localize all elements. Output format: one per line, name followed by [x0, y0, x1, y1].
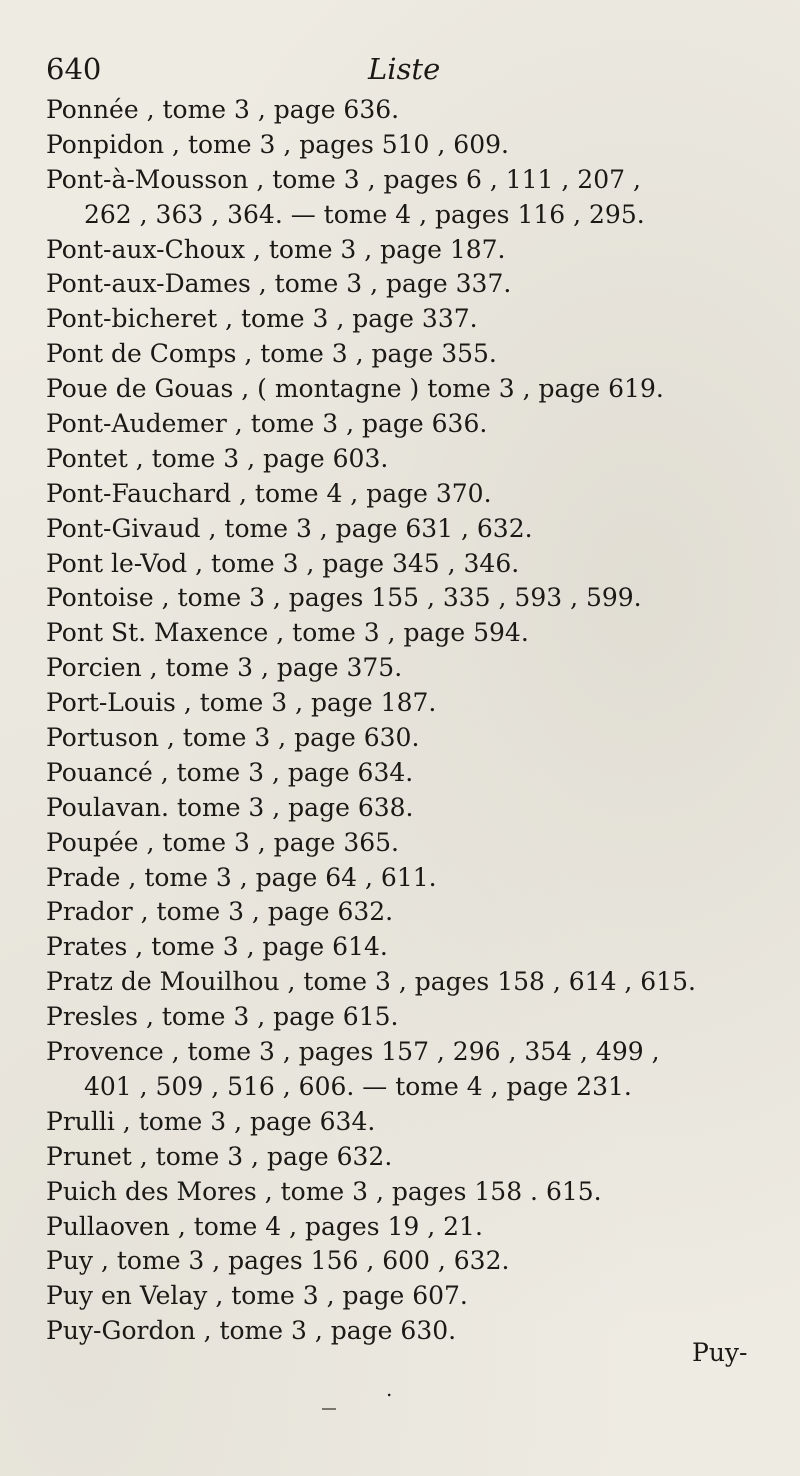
index-entry: Pont-bicheret , tome 3 , page 337. [46, 304, 478, 334]
index-entry: Ponpidon , tome 3 , pages 510 , 609. [46, 129, 509, 159]
index-entry: Presles , tome 3 , page 615. [46, 1002, 399, 1032]
index-entry: Prade , tome 3 , page 64 , 611. [46, 862, 437, 892]
index-entry: Pouancé , tome 3 , page 634. [46, 757, 414, 787]
index-entry: Pont-à-Mousson , tome 3 , pages 6 , 111 , 207 , [46, 164, 641, 194]
index-entry: Pont-Audemer , tome 3 , page 636. [46, 409, 488, 439]
page-number: 640 [46, 52, 102, 86]
index-entry: Prulli , tome 3 , page 634. [46, 1106, 376, 1136]
index-entries [46, 93, 766, 1349]
index-entry: Prates , tome 3 , page 614. [46, 932, 388, 962]
index-entry: Puich des Mores , tome 3 , pages 158 . 615. [46, 1176, 602, 1206]
index-entry: Pullaoven , tome 4 , pages 19 , 21. [46, 1211, 483, 1241]
index-entry: Puy , tome 3 , pages 156 , 600 , 632. [46, 1246, 510, 1276]
catchword: Puy- [692, 1338, 748, 1367]
index-entry: Pontoise , tome 3 , pages 155 , 335 , 593 , 599. [46, 583, 642, 613]
index-entry: 262 , 363 , 364. — tome 4 , pages 116 , 295. [84, 199, 645, 229]
index-entry: Poue de Gouas , ( montagne ) tome 3 , page 619. [46, 374, 664, 404]
index-entry: Pontet , tome 3 , page 603. [46, 443, 389, 473]
index-entry: Pratz de Mouilhou , tome 3 , pages 158 , 614 , 615. [46, 967, 696, 997]
index-entry: Pont de Comps , tome 3 , page 355. [46, 339, 497, 369]
index-entry: Pont St. Maxence , tome 3 , page 594. [46, 618, 529, 648]
signature-mark: . [386, 1377, 393, 1401]
index-entry: Puy en Velay , tome 3 , page 607. [46, 1281, 468, 1311]
index-entry: Port-Louis , tome 3 , page 187. [46, 688, 437, 718]
index-entry: Poupée , tome 3 , page 365. [46, 827, 400, 857]
running-title: Liste [368, 52, 441, 86]
printer-dash [322, 1408, 336, 1410]
index-entry: Prunet , tome 3 , page 632. [46, 1141, 393, 1171]
index-entry: Portuson , tome 3 , page 630. [46, 723, 420, 753]
index-entry: Poulavan. tome 3 , page 638. [46, 792, 414, 822]
index-entry: Pont-Fauchard , tome 4 , page 370. [46, 478, 492, 508]
index-entry: 401 , 509 , 516 , 606. — tome 4 , page 231. [84, 1071, 632, 1101]
index-entry: Porcien , tome 3 , page 375. [46, 653, 403, 683]
index-entry: Pont le-Vod , tome 3 , page 345 , 346. [46, 548, 520, 578]
index-entry: Pont-Givaud , tome 3 , page 631 , 632. [46, 513, 533, 543]
page-header [46, 52, 746, 92]
index-entry: Provence , tome 3 , pages 157 , 296 , 354 , 499 , [46, 1037, 660, 1067]
index-entry: Puy-Gordon , tome 3 , page 630. [46, 1316, 457, 1346]
index-entry: Prador , tome 3 , page 632. [46, 897, 394, 927]
index-entry: Ponnée , tome 3 , page 636. [46, 95, 400, 124]
index-entry: Pont-aux-Choux , tome 3 , page 187. [46, 234, 506, 264]
index-entry: Pont-aux-Dames , tome 3 , page 337. [46, 269, 512, 299]
